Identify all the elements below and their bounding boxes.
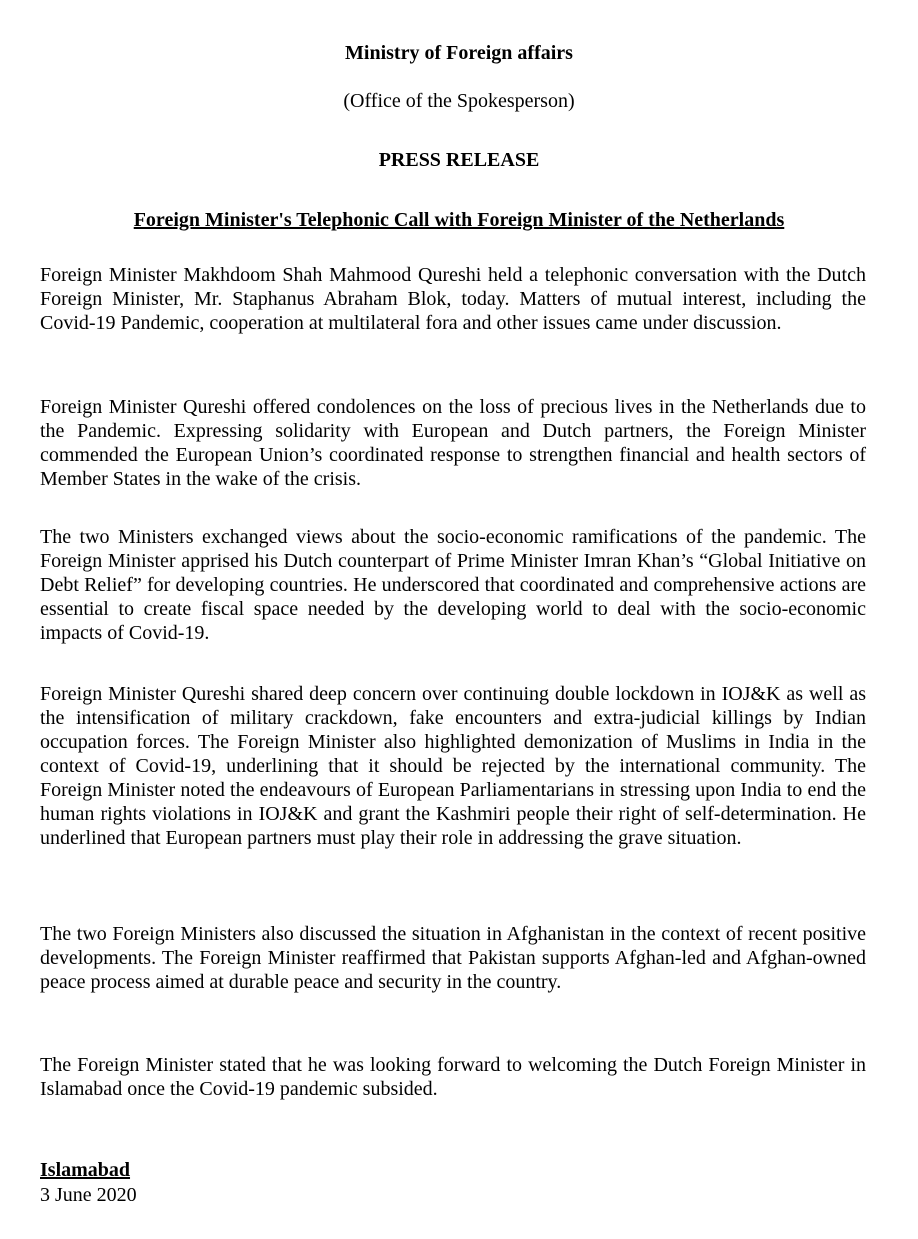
body-paragraph: Foreign Minister Makhdoom Shah Mahmood Qureshi held a telephonic conversation with the Dutch Foreign Minister, Mr. Staphanus Abraham Blok, today. Matters of mutual interest, including the Covid-19 Pandemic, cooperation at multilateral fora and other issues came under discussion. xyxy=(40,264,866,334)
body-paragraph: Foreign Minister Qureshi offered condolences on the loss of precious lives in the Netherlands due to the Pandemic. Expressing solidarity with European and Dutch partners, the Foreign Minister commended the European Union’s coordinated response to strengthen financial and health sectors of Member States in the wake of the crisis. xyxy=(40,396,866,490)
document-type-heading: PRESS RELEASE xyxy=(378,149,540,171)
body-paragraph: Foreign Minister Qureshi shared deep concern over continuing double lockdown in IOJ&K as well as the intensification of military crackdown, fake encounters and extra-judicial killings by Indian occupation forces. The Foreign Minister also highlighted demonization of Muslims in India in the context of Covid-19, underlining that it should be rejected by the international community. The Foreign Minister noted the endeavours of European Parliamentarians in stressing upon India to end the human rights violations in IOJ&K and grant the Kashmiri people their right of self-determination. He underlined that European partners must play their role in addressing the grave situation. xyxy=(40,683,866,849)
office-subtitle: (Office of the Spokesperson) xyxy=(343,90,575,112)
ministry-title: Ministry of Foreign affairs xyxy=(345,42,573,64)
dateline-place: Islamabad xyxy=(40,1159,131,1181)
press-release-headline: Foreign Minister's Telephonic Call with Foreign Minister of the Netherlands xyxy=(133,209,785,231)
dateline-date: 3 June 2020 xyxy=(40,1184,137,1206)
body-paragraph: The two Foreign Ministers also discussed the situation in Afghanistan in the context of recent positive developments. The Foreign Minister reaffirmed that Pakistan supports Afghan-led and Afghan-owned peace process aimed at durable peace and security in the country. xyxy=(40,923,866,993)
body-paragraph: The two Ministers exchanged views about the socio-economic ramifications of the pandemic. The Foreign Minister apprised his Dutch counterpart of Prime Minister Imran Khan’s “Global Initiative on Debt Relief” for developing countries. He underscored that coordinated and comprehensive actions are essential to create fiscal space needed by the developing world to deal with the socio-economic impacts of Covid-19. xyxy=(40,526,866,644)
body-paragraph: The Foreign Minister stated that he was looking forward to welcoming the Dutch Foreign Minister in Islamabad once the Covid-19 pandemic subsided. xyxy=(40,1054,866,1100)
